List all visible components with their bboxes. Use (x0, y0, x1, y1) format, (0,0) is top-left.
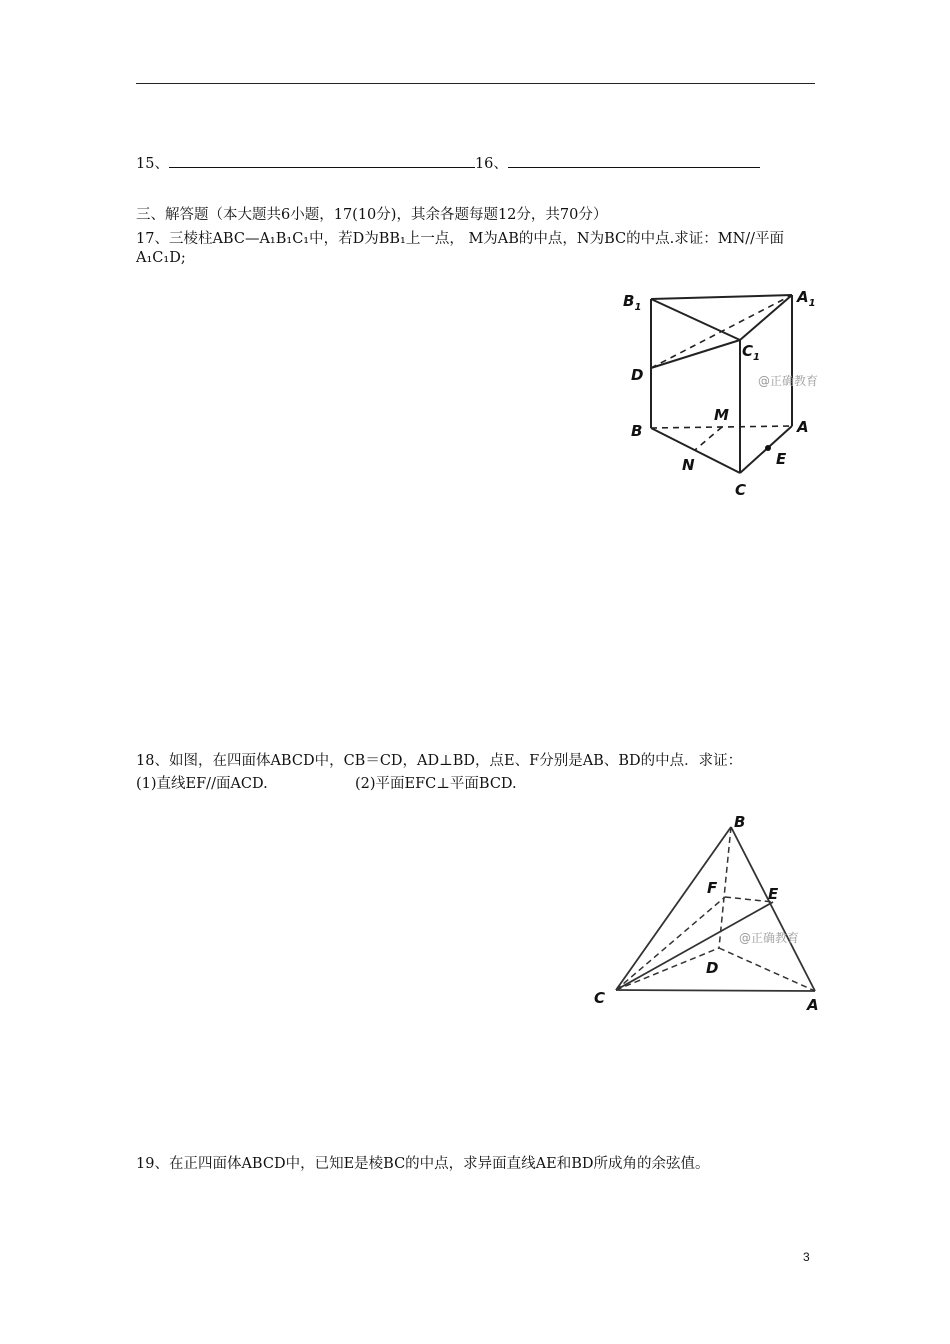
q18-part2: (2)平面EFC⊥平面BCD. (355, 776, 517, 792)
q18-tetrahedron-figure (585, 805, 830, 1020)
edge-b1a1 (651, 295, 792, 299)
fill-blank-row (136, 152, 760, 173)
label-c: C (594, 989, 606, 1007)
edge-ce (616, 902, 773, 990)
label-b: B (734, 813, 746, 831)
section3-heading: 三、解答题（本大题共6小题，17(10分)，其余各题每题12分，共70分） (136, 207, 608, 223)
edge-ca (616, 990, 815, 991)
q18-part1: (1)直线EF//面ACD. (136, 776, 268, 792)
edge-a1c1 (740, 295, 792, 340)
page-number: 3 (803, 1250, 810, 1264)
label-n: N (682, 456, 695, 474)
label-b: B (631, 422, 643, 440)
q16-label: 16、 (474, 156, 508, 172)
label-b1: $B_1$ (623, 292, 642, 313)
q15-label: 15、 (136, 156, 169, 172)
q17-watermark: @正确教育 (758, 374, 819, 388)
label-d: D (631, 366, 644, 384)
label-c1: $C_1$ (742, 342, 760, 363)
q17-prism-figure (600, 280, 840, 505)
label-e: E (776, 450, 787, 468)
label-c: C (735, 481, 747, 499)
edge-da (719, 948, 815, 991)
label-d: D (706, 959, 719, 977)
label-a: A (807, 996, 819, 1014)
edge-mn (695, 427, 722, 450)
edge-b1c1 (651, 299, 740, 340)
label-f: F (707, 879, 718, 897)
label-e: E (768, 885, 779, 903)
edge-fe (725, 897, 773, 902)
q18-text-line1: 18、如图，在四面体ABCD中，CB＝CD，AD⊥BD，点E、F分别是AB、BD的中点．求证： (136, 753, 743, 769)
edge-dc1 (651, 340, 740, 368)
edge-da1 (651, 295, 792, 368)
q18-watermark: @正确教育 (739, 931, 800, 945)
edge-ba (731, 827, 815, 991)
point-e (765, 445, 771, 451)
label-m: M (714, 406, 729, 424)
q16-answer-line[interactable] (508, 153, 760, 168)
label-a: A (797, 418, 809, 436)
q19-text-line1: 19、在正四面体ABCD中，已知E是棱BC的中点，求异面直线AE和BD所成角的余弦值。 (136, 1156, 710, 1172)
header-rule (136, 83, 815, 84)
label-a1: $A_1$ (797, 288, 816, 309)
q17-text-line2: A₁C₁D; (136, 250, 186, 266)
q15-answer-line[interactable] (169, 153, 475, 168)
q17-text-line1: 17、三棱柱ABC—A₁B₁C₁中，若D为BB₁上一点， M为AB的中点，N为BC的中点.求证：MN//平面 (136, 231, 785, 247)
